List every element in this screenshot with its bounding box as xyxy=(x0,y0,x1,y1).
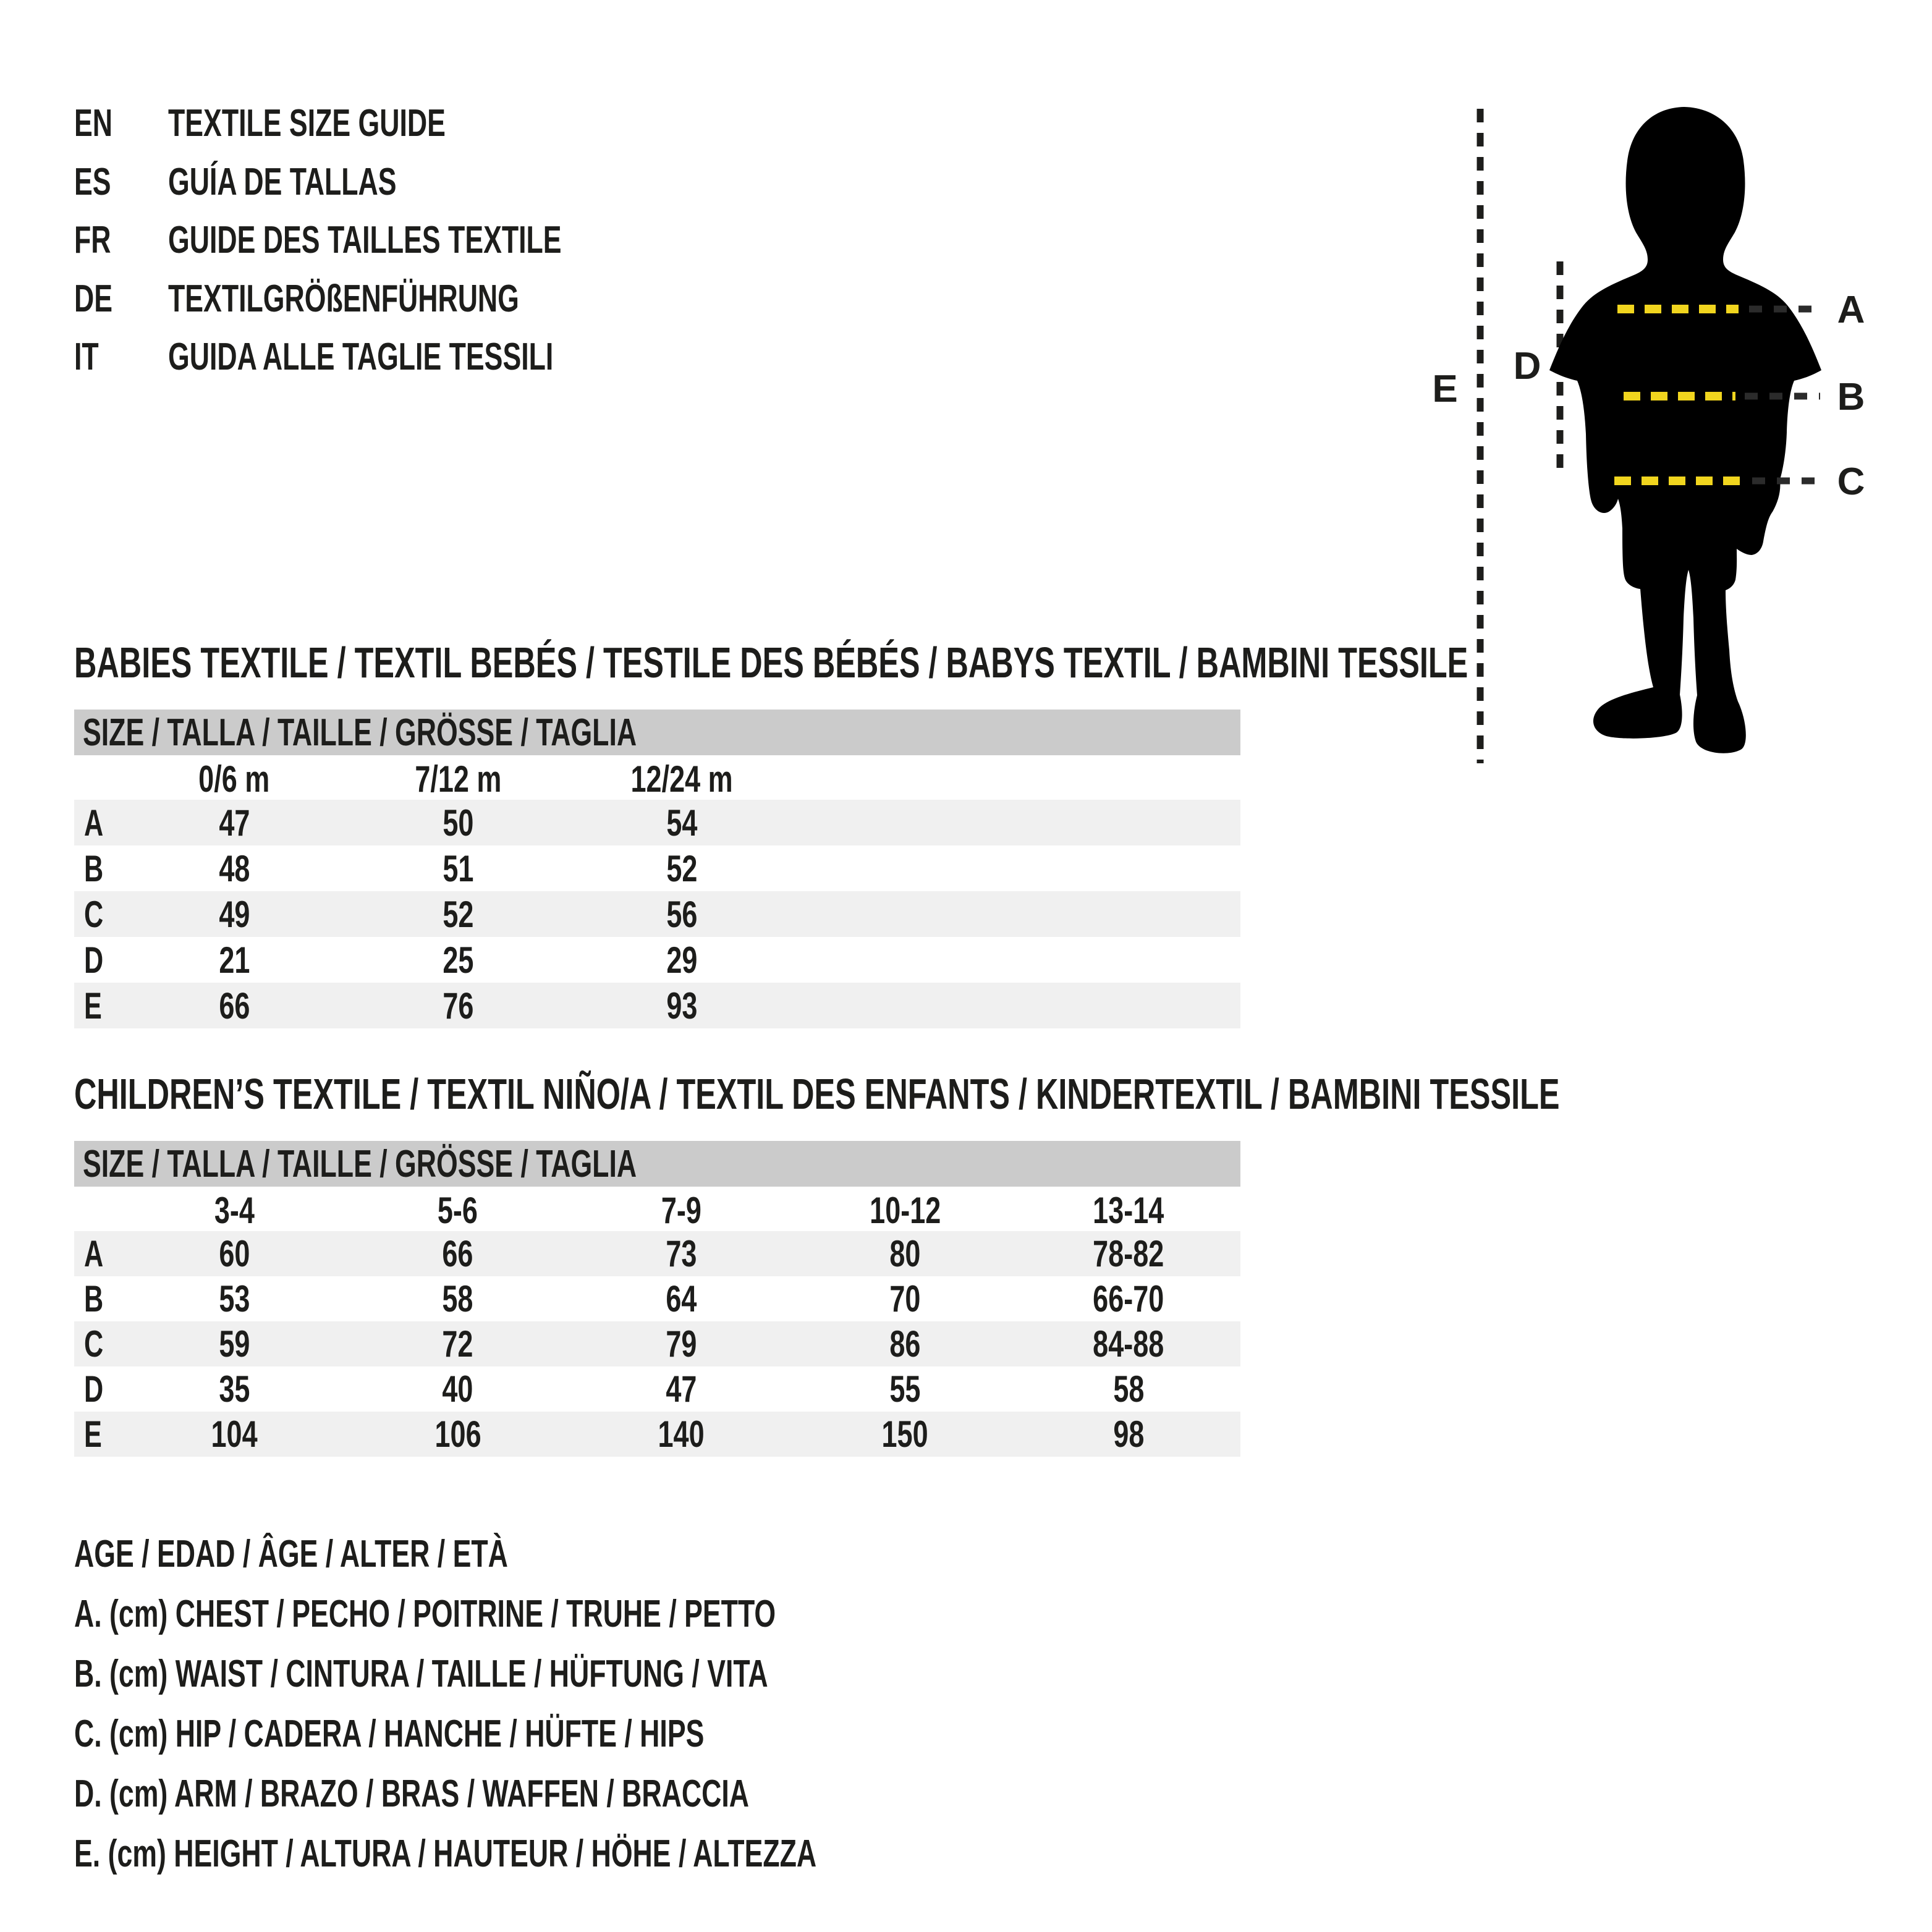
children-row-b-label: B xyxy=(84,1278,104,1320)
child-silhouette-figure xyxy=(1409,87,1891,803)
babies-row-d-label: D xyxy=(84,939,104,981)
legend-height xyxy=(74,1831,1105,1877)
figure-label-d: D xyxy=(1513,345,1541,388)
children-cell: 78-82 xyxy=(1093,1233,1164,1274)
children-cell: 58 xyxy=(1113,1368,1145,1410)
legend-age xyxy=(74,1532,677,1577)
children-row-c xyxy=(74,1321,1240,1366)
babies-row-e xyxy=(74,983,1240,1028)
babies-cell: 76 xyxy=(442,985,474,1027)
babies-row-c xyxy=(74,891,1240,937)
lang-title-fr: GUIDE DES TAILLES TEXTILE xyxy=(168,219,562,261)
legend-hip-text: C. (cm) HIP / CADERA / HANCHE / HÜFTE / HIPS xyxy=(74,1713,705,1755)
children-section-title xyxy=(74,1070,1932,1117)
babies-cell: 51 xyxy=(442,847,474,889)
lang-code-en: EN xyxy=(74,102,113,145)
children-cell: 53 xyxy=(218,1278,250,1320)
children-cell: 86 xyxy=(889,1323,921,1365)
babies-cell: 47 xyxy=(218,802,250,844)
lang-code-es: ES xyxy=(74,161,111,203)
figure-label-e: E xyxy=(1432,368,1458,410)
lang-title-en: TEXTILE SIZE GUIDE xyxy=(168,102,446,145)
figure-label-b: B xyxy=(1837,376,1865,418)
legend-height-text: E. (cm) HEIGHT / ALTURA / HAUTEUR / HÖHE / ALTEZZA xyxy=(74,1832,817,1875)
babies-cell: 50 xyxy=(442,802,474,844)
children-col-4: 13-14 xyxy=(1093,1189,1164,1231)
children-cell: 80 xyxy=(889,1233,921,1274)
babies-section-title xyxy=(74,639,1932,686)
children-row-d xyxy=(74,1366,1240,1412)
babies-cell: 52 xyxy=(666,847,698,889)
children-row-e xyxy=(74,1412,1240,1457)
children-row-a-label: A xyxy=(84,1233,104,1274)
babies-row-a xyxy=(74,800,1240,845)
children-size-header-bar xyxy=(74,1141,1240,1187)
babies-cell: 54 xyxy=(666,802,698,844)
children-cell: 66 xyxy=(442,1233,473,1274)
children-cell: 58 xyxy=(442,1278,473,1320)
babies-cell: 49 xyxy=(218,893,250,935)
babies-size-header-text: SIZE / TALLA / TAILLE / GRÖSSE / TAGLIA xyxy=(83,711,637,754)
babies-row-c-label: C xyxy=(84,893,104,935)
babies-cell: 56 xyxy=(666,893,698,935)
legend-waist xyxy=(74,1651,1038,1697)
babies-cell: 25 xyxy=(442,939,474,981)
legend-chest-text: A. (cm) CHEST / PECHO / POITRINE / TRUHE / PETTO xyxy=(74,1593,776,1635)
children-row-d-label: D xyxy=(84,1368,104,1410)
children-cell: 66-70 xyxy=(1093,1278,1164,1320)
babies-row-e-label: E xyxy=(84,985,102,1027)
children-col-1: 5-6 xyxy=(438,1189,478,1231)
children-cell: 64 xyxy=(666,1278,697,1320)
babies-cell: 48 xyxy=(218,847,250,889)
babies-row-d xyxy=(74,937,1240,983)
children-cell: 35 xyxy=(218,1368,250,1410)
children-cell: 70 xyxy=(889,1278,921,1320)
children-cell: 72 xyxy=(442,1323,473,1365)
children-cell: 150 xyxy=(881,1413,928,1455)
legend-age-text: AGE / EDAD / ÂGE / ALTER / ETÀ xyxy=(74,1533,508,1575)
figure-label-c: C xyxy=(1837,460,1865,503)
children-col-0: 3-4 xyxy=(214,1189,255,1231)
children-row-a xyxy=(74,1231,1240,1276)
babies-row-b xyxy=(74,845,1240,891)
legend-chest xyxy=(74,1591,1049,1637)
legend-arm-text: D. (cm) ARM / BRAZO / BRAS / WAFFEN / BRACCIA xyxy=(74,1773,750,1815)
legend-arm xyxy=(74,1771,1012,1817)
lang-title-de: TEXTILGRÖßENFÜHRUNG xyxy=(168,278,519,320)
babies-col-2: 12/24 m xyxy=(630,758,733,800)
babies-row-b-label: B xyxy=(84,847,104,889)
legend-hip xyxy=(74,1711,949,1757)
figure-label-a: A xyxy=(1837,289,1865,331)
children-row-b xyxy=(74,1276,1240,1321)
children-cell: 84-88 xyxy=(1093,1323,1164,1365)
children-cell: 140 xyxy=(658,1413,705,1455)
children-col-2: 7-9 xyxy=(661,1189,702,1231)
children-size-header-text: SIZE / TALLA / TAILLE / GRÖSSE / TAGLIA xyxy=(83,1142,637,1185)
babies-size-header-bar xyxy=(74,710,1240,755)
babies-row-a-label: A xyxy=(84,802,104,844)
children-cell: 73 xyxy=(666,1233,697,1274)
babies-cell: 21 xyxy=(218,939,250,981)
legend-waist-text: B. (cm) WAIST / CINTURA / TAILLE / HÜFTUNG / VITA xyxy=(74,1653,768,1695)
children-column-header-row xyxy=(74,1189,1240,1231)
children-cell: 59 xyxy=(218,1323,250,1365)
children-cell: 106 xyxy=(434,1413,481,1455)
children-cell: 98 xyxy=(1113,1413,1145,1455)
children-row-e-label: E xyxy=(84,1413,102,1455)
children-row-c-label: C xyxy=(84,1323,104,1365)
children-cell: 79 xyxy=(666,1323,697,1365)
babies-cell: 29 xyxy=(666,939,698,981)
children-cell: 40 xyxy=(442,1368,473,1410)
babies-cell: 66 xyxy=(218,985,250,1027)
lang-code-de: DE xyxy=(74,278,113,320)
babies-cell: 93 xyxy=(666,985,698,1027)
babies-section-title-text: BABIES TEXTILE / TEXTIL BEBÉS / TESTILE DES BÉBÉS / BABYS TEXTIL / BAMBINI TESSILE xyxy=(74,638,1468,687)
children-col-3: 10-12 xyxy=(869,1189,941,1231)
children-cell: 55 xyxy=(889,1368,921,1410)
babies-cell: 52 xyxy=(442,893,474,935)
children-cell: 47 xyxy=(666,1368,697,1410)
lang-code-it: IT xyxy=(74,336,99,378)
children-section-title-text: CHILDREN’S TEXTILE / TEXTIL NIÑO/A / TEXTIL DES ENFANTS / KINDERTEXTIL / BAMBINI TESSILE xyxy=(74,1070,1560,1118)
lang-code-fr: FR xyxy=(74,219,111,261)
babies-col-1: 7/12 m xyxy=(414,758,502,800)
lang-title-es: GUÍA DE TALLAS xyxy=(168,161,397,203)
children-cell: 104 xyxy=(211,1413,258,1455)
children-cell: 60 xyxy=(218,1233,250,1274)
babies-col-0: 0/6 m xyxy=(198,758,270,800)
lang-title-it: GUIDA ALLE TAGLIE TESSILI xyxy=(168,336,554,378)
babies-column-header-row xyxy=(74,758,1240,800)
